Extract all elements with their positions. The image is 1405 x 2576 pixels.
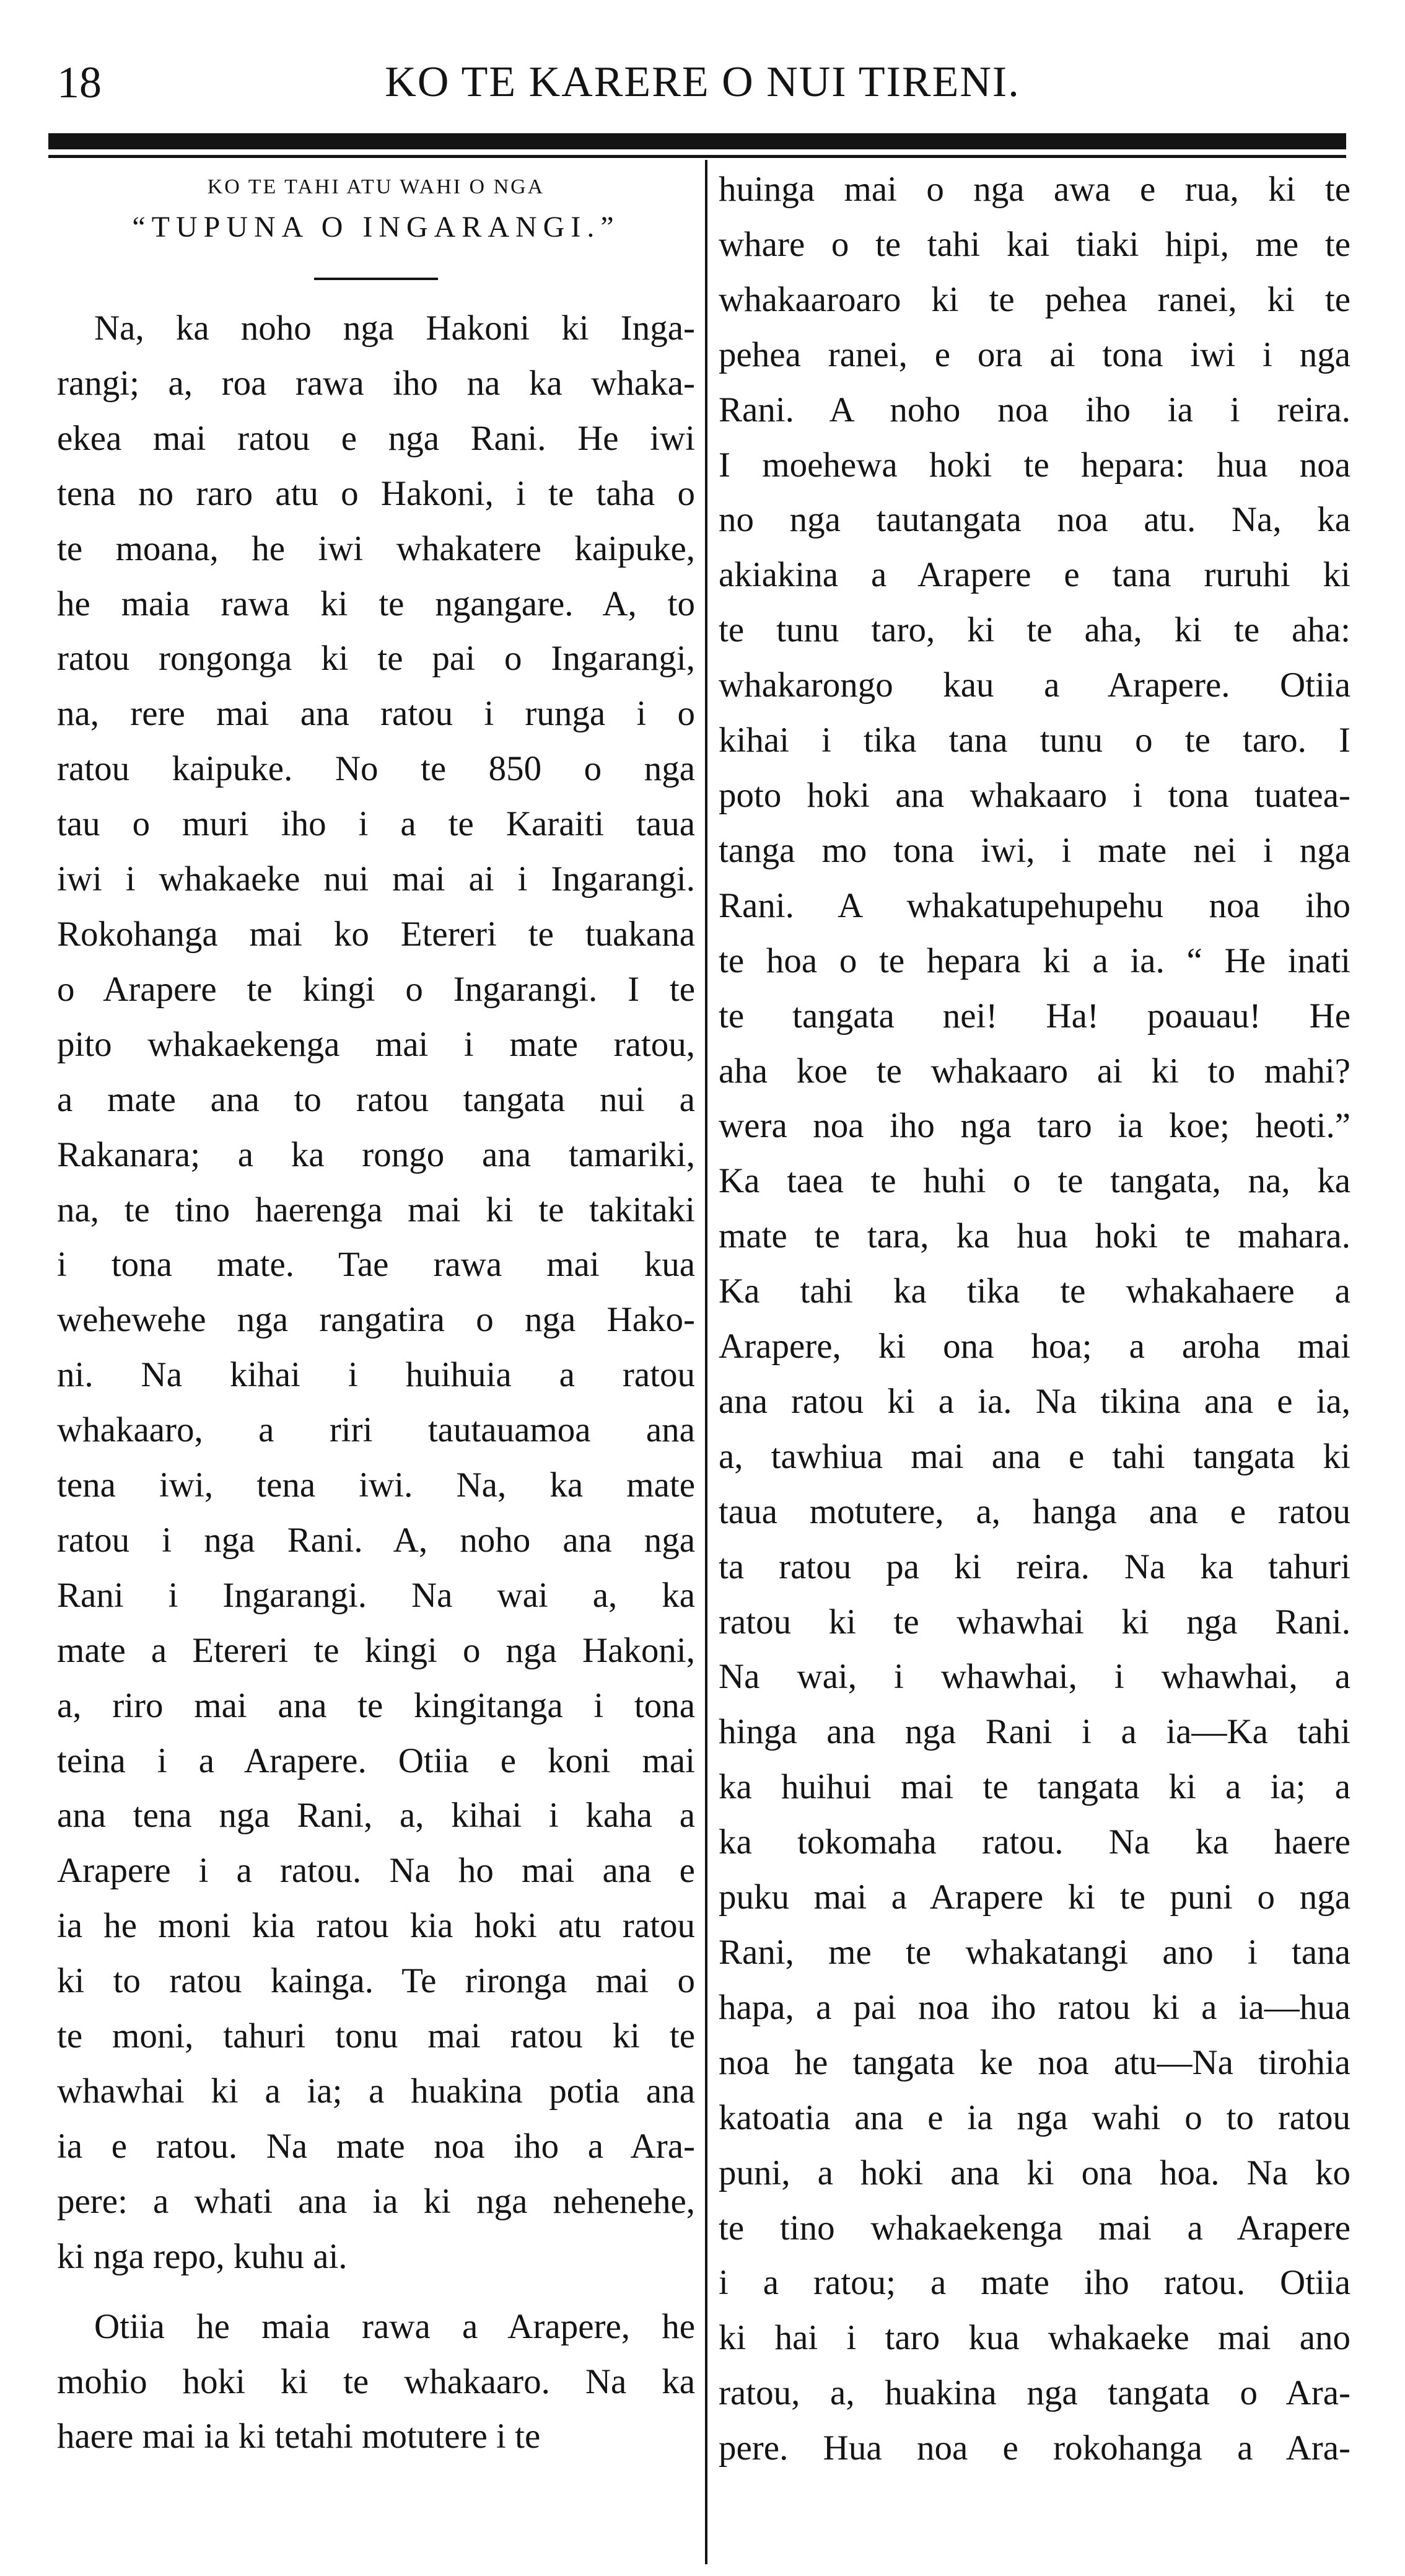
text-line: pehea ranei, e ora ai tona iwi i nga [719,335,1350,374]
text-line: whakaaroaro ki te pehea ranei, ki te [719,279,1350,319]
text-line: no nga tautangata noa atu. Na, ka [719,500,1350,540]
text-line: huinga mai o nga awa e rua, ki te [719,170,1350,209]
text-line: tanga mo tona iwi, i mate nei i nga [719,830,1350,870]
text-line: Rani i Ingarangi. Na wai a, ka [57,1575,695,1615]
article-kicker: KO TE TAHI ATU WAHI O NGA [207,175,545,198]
text-line: ki nga repo, kuhu ai. [57,2236,348,2276]
text-line: ekea mai ratou e nga Rani. He iwi [57,418,695,458]
text-line: a mate ana to ratou tangata nui a [57,1079,695,1119]
text-line: hinga ana nga Rani i a ia—Ka tahi [719,1712,1350,1752]
text-line: ratou, a, huakina nga tangata o Ara- [719,2373,1350,2413]
text-line: ia e ratou. Na mate noa iho a Ara- [57,2126,695,2166]
text-line: tau o muri iho i a te Karaiti taua [57,804,695,844]
text-line: ratou i nga Rani. A, noho ana nga [57,1520,695,1560]
column-divider [705,160,707,2564]
text-line: akiakina a Arapere e tana ruruhi ki [719,555,1350,595]
text-line: Rakanara; a ka rongo ana tamariki, [57,1135,695,1174]
text-line: pere: a whati ana ia ki nga nehenehe, [57,2181,695,2221]
article-title: “TUPUNA O INGARANGI.” [132,211,620,244]
text-line: ki to ratou kainga. Te rironga mai o [57,1961,695,2001]
text-line: Na, ka noho nga Hakoni ki Inga- [94,309,695,348]
text-line: whakarongo kau a Arapere. Otiia [719,666,1350,705]
text-line: mate te tara, ka hua hoki te mahara. [719,1216,1350,1256]
text-line: ia he moni kia ratou kia hoki atu ratou [57,1906,695,1946]
text-line: ta ratou pa ki reira. Na ka tahuri [719,1547,1350,1586]
page-number: 18 [57,58,102,107]
right-column-text [719,162,1350,2476]
text-line: Otiia he maia rawa a Arapere, he [94,2306,695,2346]
text-line: te moni, tahuri tonu mai ratou ki te [57,2016,695,2056]
text-line: Na wai, i whawhai, i whawhai, a [719,1657,1350,1697]
text-line: ana ratou ki a ia. Na tikina ana e ia, [719,1381,1350,1421]
paragraph-2 [57,2300,695,2465]
text-line: a, tawhiua mai ana e tahi tangata ki [719,1436,1350,1476]
text-line: teina i a Arapere. Otiia e koni mai [57,1741,695,1780]
text-line: whawhai ki a ia; a huakina potia ana [57,2072,695,2111]
text-line: i a ratou; a mate iho ratou. Otiia [719,2263,1350,2303]
text-line: puku mai a Arapere ki te puni o nga [719,1878,1350,1917]
header-rule-thick [48,133,1346,149]
text-line: te tangata nei! Ha! poauau! He [719,996,1350,1035]
text-line: te tino whakaekenga mai a Arapere [719,2208,1350,2248]
text-line: aha koe te whakaaro ai ki to mahi? [719,1051,1350,1091]
text-line: kihai i tika tana tunu o te taro. I [719,721,1350,760]
text-line: wehewehe nga rangatira o nga Hako- [57,1300,695,1340]
text-line: he maia rawa ki te ngangare. A, to [57,584,695,623]
text-line: ratou kaipuke. No te 850 o nga [57,749,695,789]
text-line: tena iwi, tena iwi. Na, ka mate [57,1466,695,1505]
text-line: noa he tangata ke noa atu—Na tirohia [719,2042,1350,2082]
text-line: poto hoki ana whakaaro i tona tuatea- [719,775,1350,815]
text-line: whare o te tahi kai tiaki hipi, me te [719,224,1350,264]
text-line: tena no raro atu o Hakoni, i te taha o [57,473,695,513]
text-line: Rani. A noho noa iho ia i reira. [719,390,1350,429]
text-line: i tona mate. Tae rawa mai kua [57,1245,695,1285]
text-line: puni, a hoki ana ki ona hoa. Na ko [719,2153,1350,2192]
text-line: haere mai ia ki tetahi motutere i te [57,2417,541,2456]
text-line: I moehewa hoki te hepara: hua noa [719,445,1350,485]
text-line: ka tokomaha ratou. Na ka haere [719,1822,1350,1862]
text-line: te hoa o te hepara ki a ia. “ He inati [719,941,1350,980]
paragraph-gap [57,2285,695,2300]
text-line: Rani, me te whakatangi ano i tana [719,1933,1350,1972]
text-line: hapa, a pai noa iho ratou ki a ia—hua [719,1987,1350,2027]
text-line: Rokohanga mai ko Etereri te tuakana [57,914,695,954]
text-line: Ka tahi ka tika te whakahaere a [719,1272,1350,1311]
text-line: Ka taea te huhi o te tangata, na, ka [719,1161,1350,1201]
text-line: te moana, he iwi whakatere kaipuke, [57,529,695,568]
text-line: mohio hoki ki te whakaaro. Na ka [57,2362,695,2401]
text-line: Rani. A whakatupehupehu noa iho [719,886,1350,925]
text-line: pere. Hua noa e rokohanga a Ara- [719,2429,1350,2468]
text-line: iwi i whakaeke nui mai ai i Ingarangi. [57,859,695,899]
text-line: na, te tino haerenga mai ki te takitaki [57,1190,695,1229]
text-line: rangi; a, roa rawa iho na ka whaka- [57,363,695,403]
text-line: ki hai i taro kua whakaeke mai ano [719,2318,1350,2358]
right-column [719,162,1350,2476]
text-line: ratou ki te whawhai ki nga Rani. [719,1602,1350,1642]
text-line: mate a Etereri te kingi o nga Hakoni, [57,1630,695,1670]
paragraph-1 [57,301,695,2285]
text-line: Arapere, ki ona hoa; a aroha mai [719,1327,1350,1366]
text-line: o Arapere te kingi o Ingarangi. I te [57,969,695,1009]
header-rule-thin [48,155,1346,158]
text-line: ka huihui mai te tangata ki a ia; a [719,1767,1350,1807]
text-line: wera noa iho nga taro ia koe; heoti.” [719,1106,1350,1146]
title-divider [314,278,438,280]
text-line: ratou rongonga ki te pai o Ingarangi, [57,639,695,679]
text-line: whakaaro, a riri tautauamoa ana [57,1410,695,1450]
text-line: te tunu taro, ki te aha, ki te aha: [719,610,1350,650]
left-column [57,162,695,2464]
text-line: katoatia ana e ia nga wahi o to ratou [719,2098,1350,2137]
running-title: KO TE KARERE O NUI TIRENI. [385,58,1020,106]
text-line: pito whakaekenga mai i mate ratou, [57,1024,695,1064]
text-line: Arapere i a ratou. Na ho mai ana e [57,1851,695,1891]
text-line: taua motutere, a, hanga ana e ratou [719,1492,1350,1531]
text-line: ana tena nga Rani, a, kihai i kaha a [57,1796,695,1835]
text-line: a, riro mai ana te kingitanga i tona [57,1686,695,1725]
text-line: ni. Na kihai i huihuia a ratou [57,1355,695,1395]
text-line: na, rere mai ana ratou i runga i o [57,694,695,734]
